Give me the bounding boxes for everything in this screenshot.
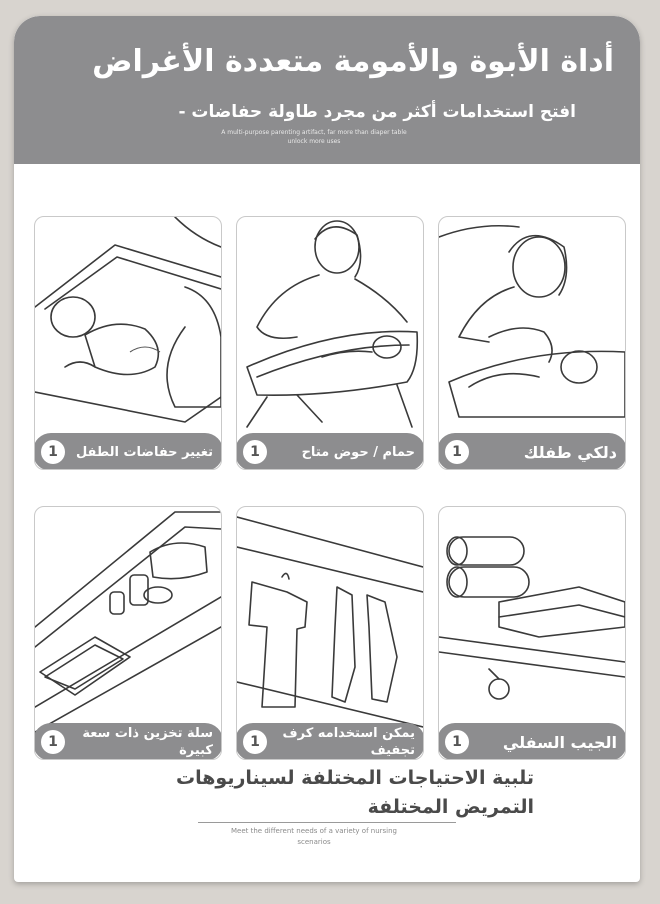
feature-pill <box>236 433 424 470</box>
number-badge: 1 <box>243 440 267 464</box>
english-subtitle: A multi-purpose parenting artifact, far more than diaper table unlock more uses <box>221 129 407 145</box>
panel-bottom-pocket <box>438 506 626 760</box>
drying-rack-illustration <box>237 507 423 759</box>
number-badge: 1 <box>41 440 65 464</box>
panel-drying <box>236 506 424 760</box>
feature-pill <box>438 433 626 470</box>
feature-pill <box>438 723 626 760</box>
feature-label: يمكن استخدامه كرف تجفيف <box>282 726 415 758</box>
panel-diaper-change <box>34 216 222 470</box>
feature-label: تغيير حفاضات الطفل <box>75 444 213 460</box>
baby-massage-illustration <box>439 217 625 469</box>
feature-label: سلة تخزين ذات سعة كبيرة <box>82 726 213 758</box>
bath-tub-illustration <box>237 217 423 469</box>
panel-massage <box>438 216 626 470</box>
feature-pill <box>34 433 222 470</box>
bottom-pocket-illustration <box>439 507 625 759</box>
number-badge: 1 <box>445 730 469 754</box>
page-subtitle: افتح استخدامات أكثر من مجرد طاولة حفاضات - <box>178 102 576 122</box>
footer-english: Meet the different needs of a variety of nursing scenarios <box>230 827 397 846</box>
storage-basket-illustration <box>35 507 221 759</box>
panel-storage <box>34 506 222 760</box>
footer-title: تلبية الاحتياجات المختلفة لسيناريوهات التمريض المختلفة <box>176 767 534 818</box>
feature-label: الجيب السفلي <box>502 732 617 752</box>
header-banner <box>14 16 640 164</box>
feature-pill <box>34 723 222 760</box>
panel-bath <box>236 216 424 470</box>
feature-label: دلكي طفلك <box>523 442 617 462</box>
divider <box>198 822 456 823</box>
number-badge: 1 <box>41 730 65 754</box>
page-title: أداة الأبوة والأمومة متعددة الأغراض <box>92 44 614 79</box>
feature-pill <box>236 723 424 760</box>
product-card <box>14 16 640 882</box>
number-badge: 1 <box>445 440 469 464</box>
diaper-change-illustration <box>35 217 221 469</box>
number-badge: 1 <box>243 730 267 754</box>
feature-label: حمام / حوض متاح <box>301 444 415 460</box>
